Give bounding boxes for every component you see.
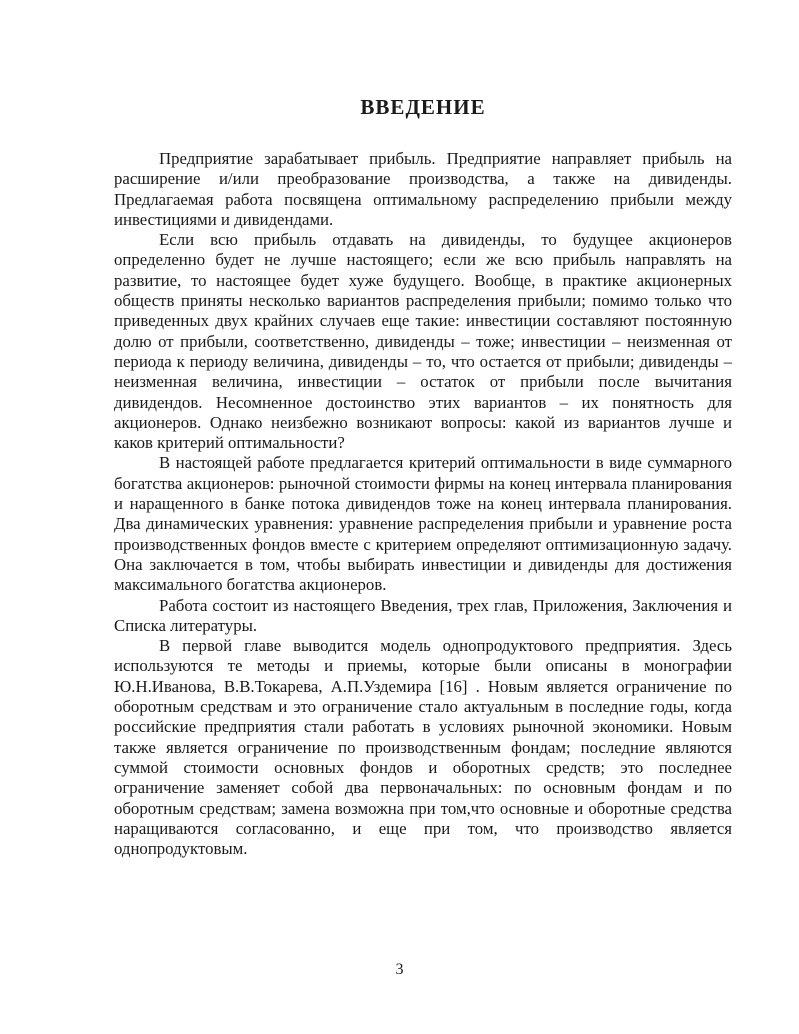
paragraph-structure: Работа состоит из настоящего Введения, трех глав, Приложения, Заключения и Списка литературы. bbox=[114, 595, 732, 635]
paragraph-first-chapter: В первой главе выводится модель однопродуктового предприятия. Здесь используются те методы и приемы, которые были описаны в монографии Ю.Н.Иванова, В.В.Токарева, А.П.Уздемира [16] . Новым является ограничение по оборотным средствам и это ограничение стало актуальным в последние годы, когда российские предприятия стали работать в условиях рыночной экономики. Новым также является ограничение по производственным фондам; последние являются суммой стоимости основных фондов и оборотных средств; это последнее ограничение заменяет собой два первоначальных: по основным фондам и по оборотным средствам; замена возможна при том,что основные и оборотные средства наращиваются согласованно, и еще при том, что производство является однопродуктовым. bbox=[114, 636, 732, 859]
page-title: ВВЕДЕНИЕ bbox=[360, 95, 486, 119]
paragraph-intro: Предприятие зарабатывает прибыль. Предприятие направляет прибыль на расширение и/или преобразование производства, а также на дивиденды. Предлагаемая работа посвящена оптимальному распределению прибыли между инвестициями и дивидендами. bbox=[114, 149, 732, 229]
page-number: 3 bbox=[395, 961, 404, 978]
paragraph-variants: Если всю прибыль отдавать на дивиденды, то будущее акционеров определенно будет не лучше настоящего; если же всю прибыль направлять на развитие, то настоящее будет хуже будущего. Вообще, в практике акционерных обществ приняты несколько вариантов распределения прибыли; помимо только что приведенных двух крайних случаев еще такие: инвестиции составляют постоянную долю от прибыли, соответственно, дивиденды – тоже; инвестиции – неизменная от периода к периоду величина, дивиденды – то, что остается от прибыли; дивиденды – неизменная величина, инвестиции – остаток от прибыли после вычитания дивидендов. Несомненное достоинство этих вариантов – их понятность для акционеров. Однако неизбежно возникают вопросы: какой из вариантов лучше и каков критерий оптимальности? bbox=[114, 230, 732, 453]
paragraph-criterion: В настоящей работе предлагается критерий оптимальности в виде суммарного богатства акционеров: рыночной стоимости фирмы на конец интервала планирования и наращенного в банке потока дивидендов тоже на конец интервала планирования. Два динамических уравнения: уравнение распределения прибыли и уравнение роста производственных фондов вместе с критерием определяют оптимизационную задачу. Она заключается в том, чтобы выбирать инвестиции и дивиденды для достижения максимального богатства акционеров. bbox=[114, 453, 732, 595]
document-page bbox=[114, 92, 732, 859]
